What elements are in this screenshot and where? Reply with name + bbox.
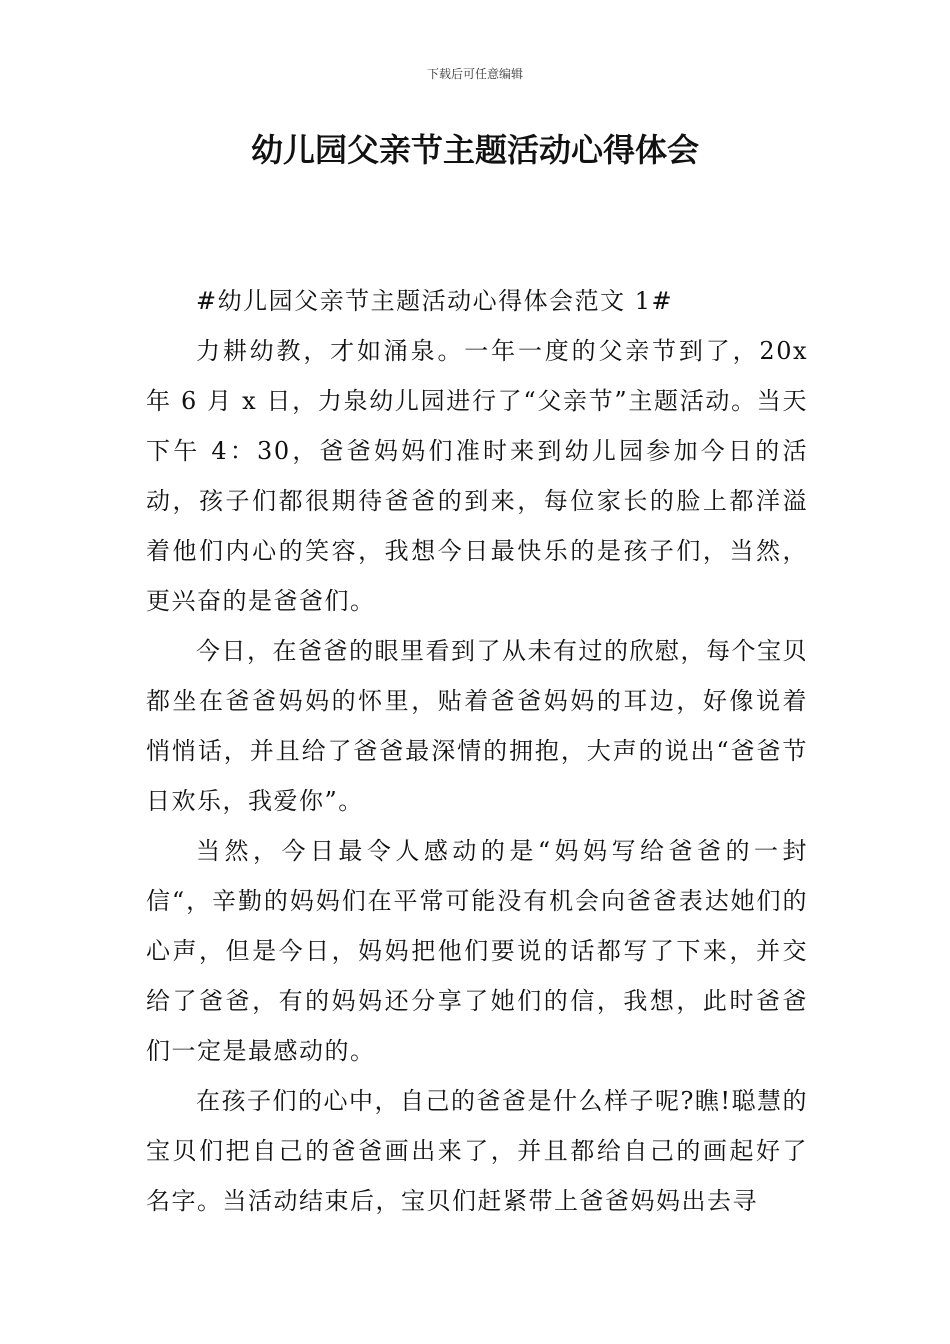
paragraph: 力耕幼教，才如涌泉。一年一度的父亲节到了，20x 年 6 月 x 日，力泉幼儿园进行了“父亲节”主题活动。当天下午 4：30，爸爸妈妈们准时来到幼儿园参加今日的活动，孩子们都很期待爸爸的到来，每位家长的脸上都洋溢着他们内心的笑容，我想今日最快乐的是孩子们，当然，更兴奋的是爸爸们。 (146, 337, 808, 615)
document-body (146, 276, 808, 1226)
paragraph: 在孩子们的心中，自己的爸爸是什么样子呢?瞧!聪慧的宝贝们把自己的爸爸画出来了，并且都给自己的画起好了名字。当活动结束后，宝贝们赶紧带上爸爸妈妈出去寻 (146, 1087, 809, 1215)
paragraph: 当然，今日最令人感动的是“妈妈写给爸爸的一封信“，辛勤的妈妈们在平常可能没有机会向爸爸表达她们的心声，但是今日，妈妈把他们要说的话都写了下来，并交给了爸爸，有的妈妈还分享了她们的信，我想，此时爸爸们一定是最感动的。 (146, 837, 808, 1065)
paragraph: 今日，在爸爸的眼里看到了从未有过的欣慰，每个宝贝都坐在爸爸妈妈的怀里，贴着爸爸妈妈的耳边，好像说着悄悄话，并且给了爸爸最深情的拥抱，大声的说出“爸爸节日欢乐，我爱你”。 (146, 637, 808, 815)
header-note: 下载后可任意编辑 (426, 67, 523, 81)
section-heading: #幼儿园父亲节主题活动心得体会范文 1# (196, 287, 674, 315)
document-title: 幼儿园父亲节主题活动心得体会 (250, 131, 699, 169)
